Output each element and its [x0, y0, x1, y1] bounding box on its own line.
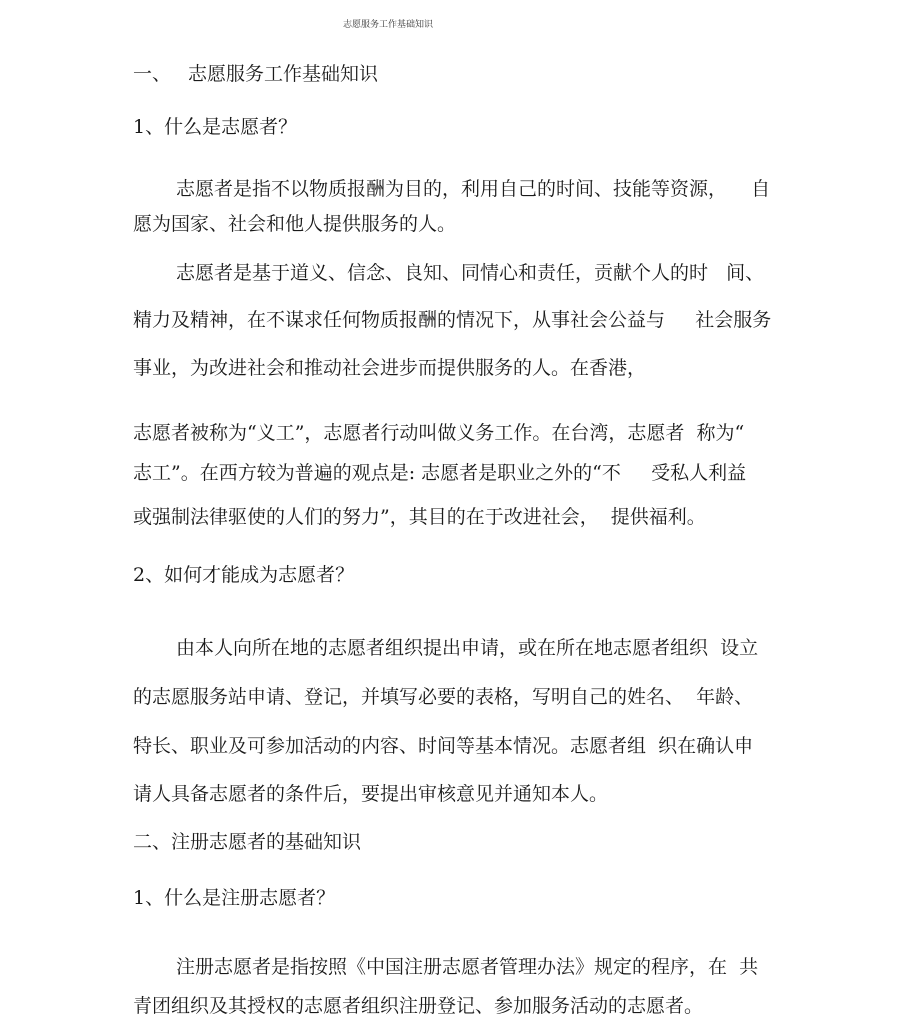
paragraph-line: 注册志愿者是指按照《中国注册志愿者管理办法》规定的程序，在 共	[176, 956, 759, 978]
paragraph-line: 青团组织及其授权的志愿者组织注册登记、参加服务活动的志愿者。	[133, 995, 704, 1017]
subsection-1-2-title: 2、如何才能成为志愿者？	[133, 564, 355, 586]
section-1-number: 一、	[133, 63, 172, 85]
paragraph-line: 愿为国家、社会和他人提供服务的人。	[133, 213, 457, 235]
paragraph-line: 事业，为改进社会和推动社会进步而提供服务的人。在香港，	[133, 357, 647, 379]
paragraph-line: 志工”。在西方较为普遍的观点是: 志愿者是职业之外的“不 受私人利益	[133, 462, 747, 484]
paragraph-line: 志愿者是基于道义、信念、良知、同情心和责任，贡献个人的时 间、	[176, 262, 765, 284]
paragraph-line: 志愿者被称为“义工”，志愿者行动叫做义务工作。在台湾，志愿者 称为“	[133, 422, 745, 444]
paragraph-line: 或强制法律驱使的人们的努力”，其目的在于改进社会， 提供福利。	[133, 506, 706, 528]
paragraph-line: 特长、职业及可参加活动的内容、时间等基本情况。志愿者组 织在确认申	[133, 735, 754, 757]
paragraph-line: 志愿者是指不以物质报酬为目的，利用自己的时间、技能等资源， 自	[176, 178, 771, 200]
running-head: 志愿服务工作基础知识	[343, 20, 434, 30]
subsection-2-1-title: 1、什么是注册志愿者？	[133, 887, 336, 909]
paragraph-line: 请人具备志愿者的条件后，要提出审核意见并通知本人。	[133, 783, 609, 805]
paragraph-line: 的志愿服务站申请、登记，并填写必要的表格，写明自己的姓名、 年龄、	[133, 686, 754, 708]
section-1-heading: 志愿服务工作基础知识	[188, 63, 379, 85]
paragraph-line: 由本人向所在地的志愿者组织提出申请，或在所在地志愿者组织 设立	[176, 637, 759, 659]
paragraph-line: 精力及精神，在不谋求任何物质报酬的情况下，从事社会公益与 社会服务	[133, 309, 772, 331]
section-2-heading: 二、注册志愿者的基础知识	[133, 831, 362, 853]
subsection-1-1-title: 1、什么是志愿者？	[133, 116, 298, 138]
